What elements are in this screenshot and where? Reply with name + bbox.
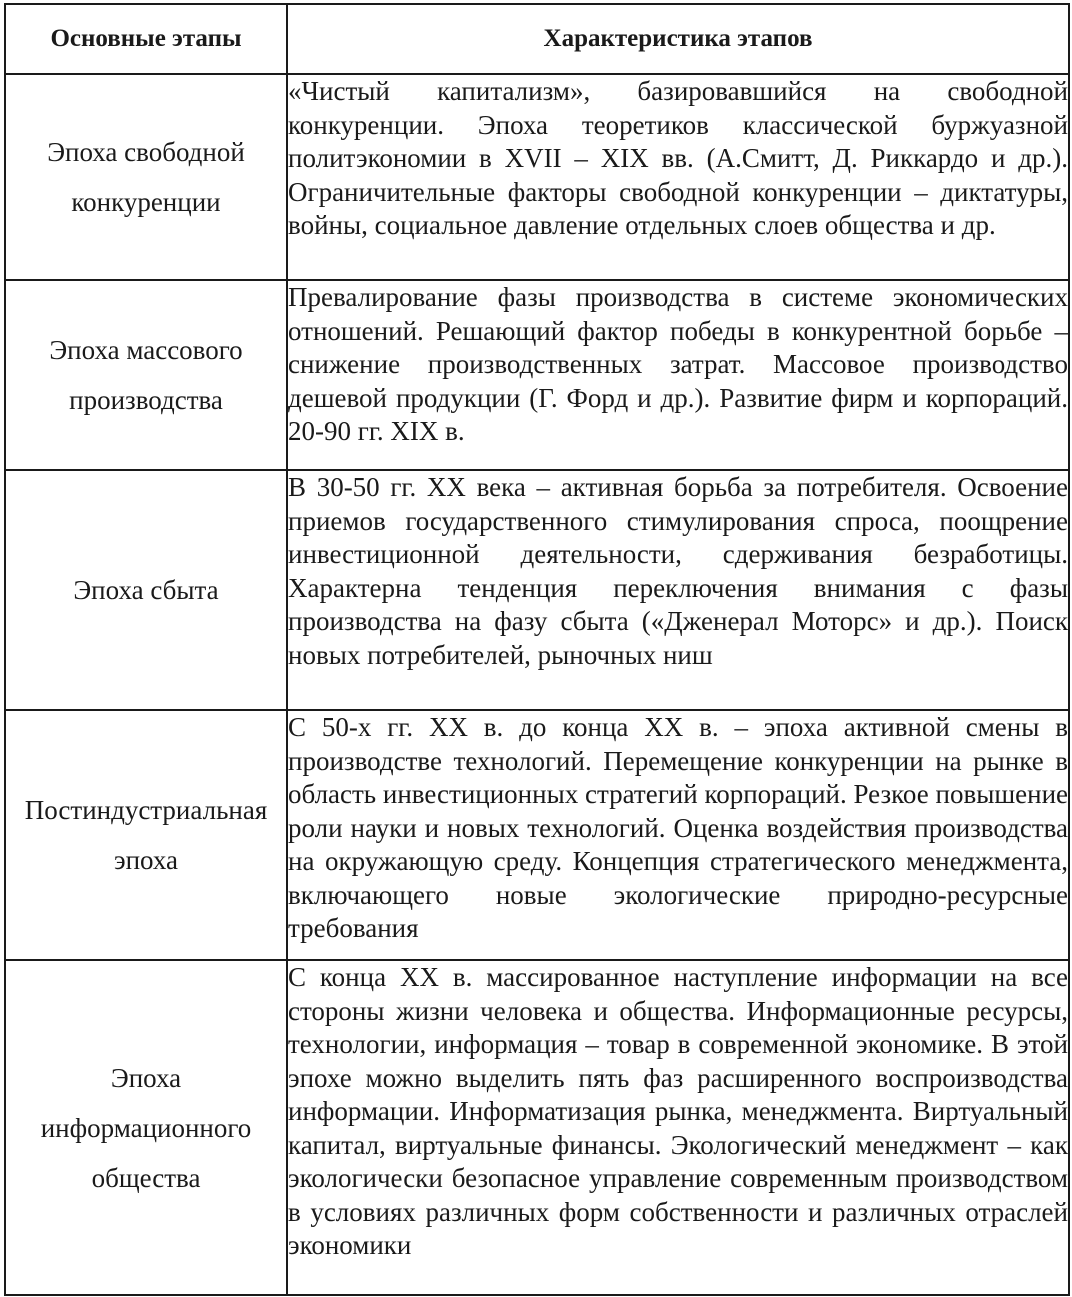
- stage-description: С конца XX в. массированное наступление информации на все стороны жизни человека и общества. Информационные ресурсы, технологии, информация – товар в современной экономике. В этой эпохе можно выделить пять фаз расширенного воспроизводства информации. Информатизация рынка, менеджмента. Виртуальный капитал, виртуальные финансы. Экологический менеджмент – как экологически безопасное управление современным производством в условиях различных форм собственности и различных отраслей экономики: [287, 960, 1069, 1295]
- table-row: [5, 74, 1069, 280]
- stage-description: «Чистый капитализм», базировавшийся на свободной конкуренции. Эпоха теоретиков классической буржуазной политэкономии в XVII – XIX вв. (А.Смитт, Д. Риккардо и др.). Ограничительные факторы свободной конкуренции – диктатуры, войны, социальное давление отдельных слоев общества и др.: [287, 74, 1069, 280]
- table-row: [5, 960, 1069, 1295]
- stage-name: Эпоха массового производства: [5, 280, 287, 470]
- stage-name: Эпоха информационного общества: [5, 960, 287, 1295]
- header-stage: Основные этапы: [5, 4, 287, 74]
- stages-table: [4, 3, 1070, 1296]
- stage-description: С 50-х гг. XX в. до конца XX в. – эпоха активной смены в производстве технологий. Перемещение конкуренции на рынке в область инвестиционных стратегий корпораций. Резкое повышение роли науки и новых технологий. Оценка воздействия производства на окружающую среду. Концепция стратегического менеджмента, включающего новые экологические природно-ресурсные требования: [287, 710, 1069, 960]
- stage-name: Постиндустриальная эпоха: [5, 710, 287, 960]
- stage-name: Эпоха сбыта: [5, 470, 287, 710]
- table-row: [5, 710, 1069, 960]
- table-row: [5, 280, 1069, 470]
- stage-description: Превалирование фазы производства в системе экономических отношений. Решающий фактор победы в конкурентной борьбе – снижение производственных затрат. Массовое производство дешевой продукции (Г. Форд и др.). Развитие фирм и корпораций. 20-90 гг. XIX в.: [287, 280, 1069, 470]
- stage-name: Эпоха свободной конкуренции: [5, 74, 287, 280]
- header-description: Характеристика этапов: [287, 4, 1069, 74]
- table-row: [5, 470, 1069, 710]
- stage-description: В 30-50 гг. XX века – активная борьба за потребителя. Освоение приемов государственного стимулирования спроса, поощрение инвестиционной деятельности, сдерживания безработицы. Характерна тенденция переключения внимания с фазы производства на фазу сбыта («Дженерал Моторс» и др.). Поиск новых потребителей, рыночных ниш: [287, 470, 1069, 710]
- table-header-row: [5, 4, 1069, 74]
